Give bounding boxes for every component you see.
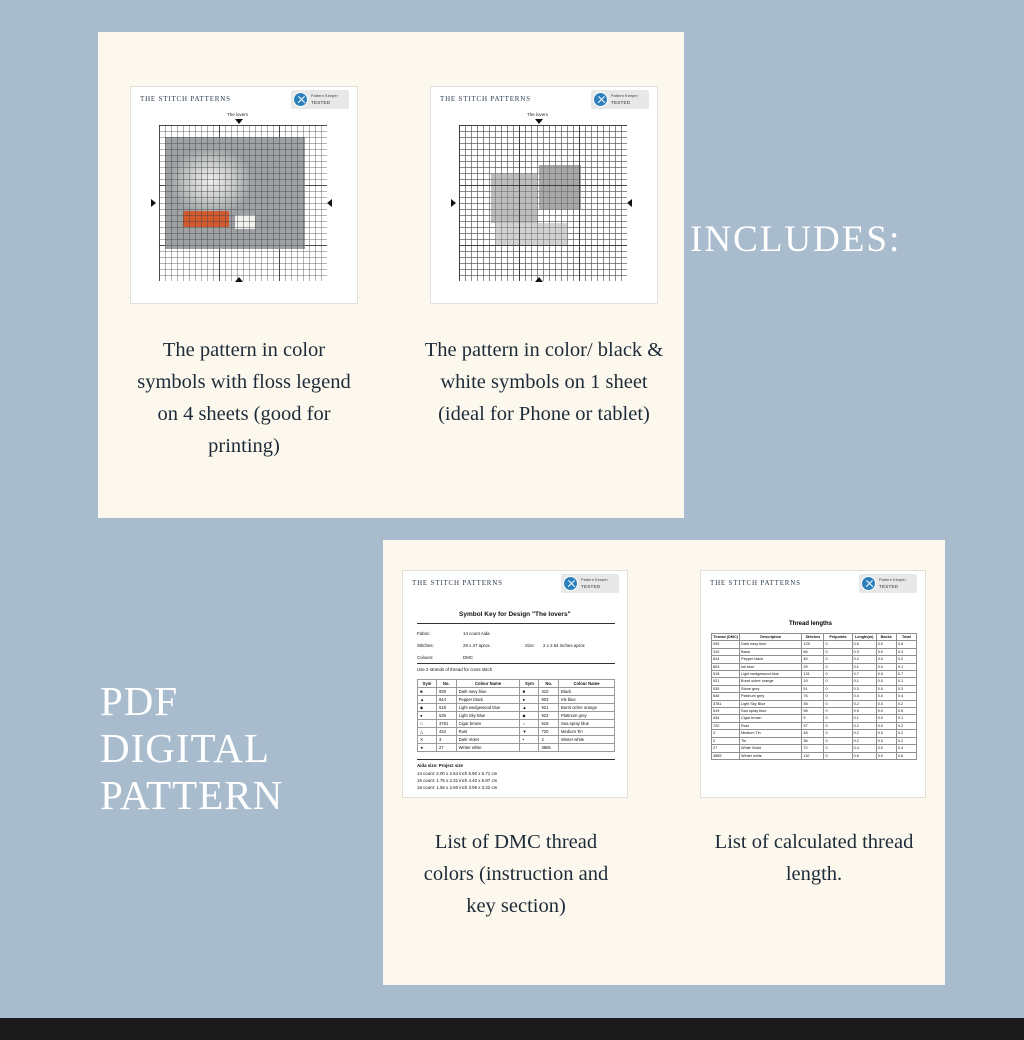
document-title: THE STITCH PATTERNS: [412, 579, 503, 587]
includes-heading: INCLUDES:: [690, 219, 902, 260]
table-row: [712, 663, 917, 670]
footer-title: Aida size: Project size: [417, 763, 464, 768]
stitch-note: Use 2 strands of thread for cross stitch: [417, 667, 493, 672]
table-cell: 0.2: [896, 700, 916, 707]
table-cell: 0.1: [896, 663, 916, 670]
document-header: [131, 87, 357, 113]
pattern-pixel-overlay: [165, 137, 305, 249]
table-row: [712, 671, 917, 678]
table-row: [712, 678, 917, 685]
table-cell: 46: [802, 656, 824, 663]
table-cell: 519: [539, 720, 559, 728]
chart-area: [131, 113, 358, 304]
badge-check-icon: [593, 92, 608, 107]
chart-caption: The lovers: [227, 112, 249, 117]
table-cell: Dark Violet: [456, 736, 520, 744]
table-cell: 720: [712, 722, 740, 729]
table-cell: 29: [802, 663, 824, 670]
footer-line-1: 14 count: 2.00 x 2.64 inch 5.90 x 6.71 cm: [417, 771, 498, 776]
table-cell: 0.0: [876, 693, 896, 700]
th-petpoints: Petpoints: [824, 634, 852, 641]
field-colours-value: DMC: [463, 655, 473, 660]
table-cell: 434: [436, 728, 456, 736]
table-row: [418, 744, 615, 752]
document-title: THE STITCH PATTERNS: [140, 95, 231, 103]
tick-right: [327, 199, 332, 207]
table-cell: 519: [712, 708, 740, 715]
badge-line2: TESTED: [611, 100, 631, 105]
table-cell: 0.6: [896, 641, 916, 648]
table-cell: 98: [802, 708, 824, 715]
symbol-key-title: Symbol Key for Design "The lovers": [459, 611, 571, 618]
table-cell: •: [520, 736, 539, 744]
th-sym-2: Sym: [520, 680, 539, 688]
table-cell: 0.6: [896, 752, 916, 759]
table-cell: 0.0: [876, 671, 896, 678]
table-cell: 3781: [712, 700, 740, 707]
table-cell: ★: [418, 744, 437, 752]
table-cell: 76: [802, 693, 824, 700]
table-cell: Black: [740, 648, 802, 655]
footer-line-2: 16 count: 1.75 x 2.31 inch 4.40 x 5.87 cm: [417, 778, 498, 783]
table-cell: 0.0: [876, 708, 896, 715]
table-cell: 0: [824, 693, 852, 700]
pdf-line-1: PDF: [100, 678, 179, 724]
table-cell: 2: [539, 736, 559, 744]
badge-line2: TESTED: [581, 584, 601, 589]
table-cell: 0: [824, 745, 852, 752]
th-length: Length(m): [852, 634, 876, 641]
table-cell: Light wedgewood blue: [456, 704, 520, 712]
table-cell: 310: [712, 648, 740, 655]
table-cell: 0.1: [852, 678, 876, 685]
thread-lengths-table-body: [712, 641, 917, 760]
document-bw-symbols[interactable]: [430, 86, 658, 304]
symbol-key-table: [417, 679, 615, 752]
table-cell: Winter white: [740, 752, 802, 759]
table-cell: ■: [520, 688, 539, 696]
table-cell: 0.1: [852, 663, 876, 670]
table-cell: 0.3: [896, 685, 916, 692]
table-cell: 0.2: [852, 656, 876, 663]
table-cell: 0.2: [852, 722, 876, 729]
tick-top: [535, 119, 543, 124]
th-stitches: Stitches: [802, 634, 824, 641]
table-cell: 844: [436, 696, 456, 704]
field-fabric-value: 14 count Aida: [463, 631, 490, 636]
table-cell: 0.4: [852, 745, 876, 752]
table-row: [712, 745, 917, 752]
caption-color-symbols: The pattern in color symbols with floss legend on 4 sheets (good for printing): [137, 339, 351, 457]
pdf-digital-pattern-heading: [100, 678, 283, 819]
badge-check-icon: [861, 576, 876, 591]
table-cell: ▼: [520, 728, 539, 736]
table-cell: 0.2: [896, 722, 916, 729]
symbol-key-table-body: [418, 688, 615, 752]
table-cell: 0.5: [896, 708, 916, 715]
badge-check-icon: [293, 92, 308, 107]
table-cell: 922: [539, 712, 559, 720]
th-colour-1: Colour Name: [456, 680, 520, 688]
table-cell: 0.3: [852, 685, 876, 692]
table-cell: 310: [539, 688, 559, 696]
table-cell: Light wedgewood blue: [740, 671, 802, 678]
stitch-grid-major: [459, 125, 627, 281]
table-row: [712, 700, 917, 707]
th-no-2: No.: [539, 680, 559, 688]
badge-line1: Pattern Keeper: [581, 578, 608, 582]
table-cell: 3781: [436, 720, 456, 728]
table-cell: 0.1: [896, 678, 916, 685]
table-cell: 921: [712, 678, 740, 685]
table-cell: 0: [824, 752, 852, 759]
table-cell: 0: [824, 678, 852, 685]
tick-left: [451, 199, 456, 207]
badge-line2: TESTED: [311, 100, 331, 105]
badge-line1: Pattern Keeper: [611, 94, 638, 98]
thread-lengths-title: Thread lengths: [789, 621, 833, 627]
table-cell: 125: [802, 641, 824, 648]
table-header-row: [418, 680, 615, 688]
table-cell: 0: [824, 737, 852, 744]
divider-top: [417, 623, 615, 624]
table-cell: 0.1: [852, 715, 876, 722]
table-cell: 0.2: [852, 737, 876, 744]
table-cell: Rust: [456, 728, 520, 736]
table-cell: 51: [802, 685, 824, 692]
pdf-line-3: PATTERN: [100, 772, 284, 818]
document-thread-lengths[interactable]: [700, 570, 926, 798]
table-cell: 48: [802, 730, 824, 737]
table-row: [712, 730, 917, 737]
table-cell: Winter white: [559, 736, 615, 744]
table-cell: ■: [418, 688, 437, 696]
table-cell: 518: [436, 704, 456, 712]
table-row: [712, 752, 917, 759]
table-cell: 0.4: [896, 693, 916, 700]
document-symbol-key[interactable]: [402, 570, 628, 798]
table-cell: Pepper black: [740, 656, 802, 663]
document-title: THE STITCH PATTERNS: [710, 579, 801, 587]
table-cell: 9: [802, 715, 824, 722]
caption-dmc-list: List of DMC thread colors (instruction and key section): [423, 831, 609, 917]
table-cell: Sea spray blue: [740, 708, 802, 715]
divider-mid: [417, 663, 615, 664]
table-cell: ✕: [418, 736, 437, 744]
pattern-keeper-badge: [561, 574, 619, 593]
tick-bottom: [235, 277, 243, 282]
field-size-value: 2 x 2.64 inches aprox: [543, 643, 585, 648]
table-cell: 0: [824, 685, 852, 692]
table-cell: Dark navy blue: [456, 688, 520, 696]
symbol-key-table-wrap: [417, 679, 615, 752]
table-cell: 2: [712, 737, 740, 744]
table-cell: Platinum grey: [740, 693, 802, 700]
table-cell: 535: [436, 712, 456, 720]
table-cell: 27: [436, 744, 456, 752]
table-header-row: [712, 634, 917, 641]
table-cell: 0.0: [876, 648, 896, 655]
table-cell: □: [418, 720, 437, 728]
table-cell: 0.0: [876, 685, 896, 692]
table-cell: Cigar brown: [456, 720, 520, 728]
table-cell: 0: [824, 663, 852, 670]
table-cell: 0.2: [852, 730, 876, 737]
table-cell: 0: [824, 730, 852, 737]
table-row: [712, 648, 917, 655]
pattern-keeper-badge: [859, 574, 917, 593]
table-cell: Medium Tin: [559, 728, 615, 736]
table-cell: 0.0: [876, 722, 896, 729]
table-cell: 131: [802, 671, 824, 678]
table-cell: Stone grey: [740, 685, 802, 692]
table-cell: ▲: [520, 704, 539, 712]
table-cell: 921: [539, 704, 559, 712]
th-description: Description: [740, 634, 802, 641]
table-cell: 19: [802, 678, 824, 685]
document-header: [701, 571, 925, 597]
table-cell: Cigar brown: [740, 715, 802, 722]
field-fabric-label: Fabric:: [417, 631, 431, 636]
table-cell: 0.0: [876, 745, 896, 752]
table-cell: ◆: [520, 712, 539, 720]
chart-area: [431, 113, 658, 304]
table-cell: 0.0: [876, 730, 896, 737]
table-cell: 0: [824, 708, 852, 715]
table-cell: 939: [712, 641, 740, 648]
badge-line1: Pattern Keeper: [311, 94, 338, 98]
thread-lengths-table: [711, 633, 917, 760]
field-colours-label: Colours:: [417, 655, 434, 660]
table-cell: 0: [824, 648, 852, 655]
table-cell: 3865: [539, 744, 559, 752]
badge-line1: Pattern Keeper: [879, 578, 906, 582]
table-cell: Sea spray blue: [559, 720, 615, 728]
table-cell: 803: [539, 696, 559, 704]
badge-line2: TESTED: [879, 584, 899, 589]
table-row: [418, 728, 615, 736]
table-cell: 0.0: [876, 752, 896, 759]
table-cell: 38: [802, 700, 824, 707]
pdf-line-2: DIGITAL: [100, 725, 270, 771]
table-cell: 0.1: [896, 715, 916, 722]
table-cell: 0: [824, 722, 852, 729]
table-row: [712, 737, 917, 744]
table-cell: White Violet: [740, 745, 802, 752]
badge-check-icon: [563, 576, 578, 591]
table-cell: 720: [539, 728, 559, 736]
bottom-bar: [0, 1018, 1024, 1040]
table-cell: 0.3: [896, 648, 916, 655]
pattern-keeper-badge: [591, 90, 649, 109]
table-row: [418, 736, 615, 744]
th-sym-1: Sym: [418, 680, 437, 688]
pattern-keeper-badge: [291, 90, 349, 109]
document-color-symbols[interactable]: [130, 86, 358, 304]
table-cell: Light Sky Blue: [740, 700, 802, 707]
table-cell: 0.2: [896, 730, 916, 737]
tick-left: [151, 199, 156, 207]
table-row: [418, 712, 615, 720]
divider-bottom: [417, 759, 615, 760]
table-cell: 0.0: [876, 700, 896, 707]
table-cell: Light Sky Blue: [456, 712, 520, 720]
table-cell: 518: [712, 671, 740, 678]
table-cell: 3: [712, 730, 740, 737]
table-cell: 0.4: [896, 745, 916, 752]
table-cell: 646: [712, 693, 740, 700]
table-cell: 535: [712, 685, 740, 692]
table-cell: 0.0: [876, 737, 896, 744]
field-stitches-value: 28 x 37 aprox.: [463, 643, 491, 648]
table-row: [712, 722, 917, 729]
document-header: [403, 571, 627, 597]
table-cell: 0.0: [876, 663, 896, 670]
table-cell: ▲: [418, 696, 437, 704]
table-cell: 0: [824, 641, 852, 648]
table-cell: Tin: [740, 737, 802, 744]
th-no-1: No.: [436, 680, 456, 688]
table-cell: ○: [520, 720, 539, 728]
table-cell: ●: [418, 712, 437, 720]
table-row: [418, 696, 615, 704]
table-cell: 0.0: [876, 641, 896, 648]
table-cell: 66: [802, 648, 824, 655]
tick-right: [627, 199, 632, 207]
table-cell: 939: [436, 688, 456, 696]
table-row: [418, 688, 615, 696]
table-cell: 37: [802, 722, 824, 729]
table-cell: [520, 744, 539, 752]
thread-lengths-table-wrap: [711, 633, 917, 760]
table-cell: 110: [802, 752, 824, 759]
table-cell: 0.6: [852, 752, 876, 759]
th-backs: Backs: [876, 634, 896, 641]
table-cell: Winter white: [456, 744, 520, 752]
th-thread: Thread (DMC): [713, 635, 738, 639]
table-cell: 0.4: [852, 693, 876, 700]
pattern-preview-image: [165, 137, 305, 249]
table-cell: Rust: [740, 722, 802, 729]
table-cell: ◆: [418, 704, 437, 712]
table-cell: 0.2: [852, 700, 876, 707]
table-cell: 0.0: [876, 678, 896, 685]
table-cell: Ink blue: [740, 663, 802, 670]
caption-thread-length: List of calculated thread length.: [714, 831, 914, 885]
table-cell: 0.7: [896, 671, 916, 678]
table-cell: 434: [712, 715, 740, 722]
table-row: [712, 656, 917, 663]
table-cell: 0: [824, 700, 852, 707]
table-cell: 803: [712, 663, 740, 670]
table-cell: 0.2: [896, 656, 916, 663]
field-size-label: Size:: [525, 643, 535, 648]
table-cell: Ink blue: [559, 696, 615, 704]
table-cell: 0.5: [852, 708, 876, 715]
table-cell: 0.0: [876, 715, 896, 722]
table-row: [712, 685, 917, 692]
table-cell: Dark navy blue: [740, 641, 802, 648]
th-total: Total: [896, 634, 916, 641]
table-cell: 0: [824, 715, 852, 722]
table-cell: Medium Tin: [740, 730, 802, 737]
caption-bw-symbols: The pattern in color/ black & white symbols on 1 sheet (ideal for Phone or tablet): [424, 339, 664, 425]
table-cell: 27: [712, 745, 740, 752]
table-cell: 0: [824, 656, 852, 663]
table-cell: 844: [712, 656, 740, 663]
table-cell: 0.2: [896, 737, 916, 744]
table-cell: Burnt ochre orange: [740, 678, 802, 685]
table-cell: 0.7: [852, 671, 876, 678]
tick-bottom: [535, 277, 543, 282]
table-row: [712, 693, 917, 700]
table-cell: 72: [802, 745, 824, 752]
table-cell: △: [418, 728, 437, 736]
field-stitches-label: Stitches:: [417, 643, 434, 648]
table-cell: 36: [802, 737, 824, 744]
table-row: [418, 720, 615, 728]
table-cell: 0.3: [852, 648, 876, 655]
table-row: [712, 708, 917, 715]
table-cell: Black: [559, 688, 615, 696]
document-title: THE STITCH PATTERNS: [440, 95, 531, 103]
tick-top: [235, 119, 243, 124]
table-cell: ●: [520, 696, 539, 704]
table-cell: [559, 744, 615, 752]
table-cell: Pepper black: [456, 696, 520, 704]
table-cell: Platinum grey: [559, 712, 615, 720]
table-row: [712, 641, 917, 648]
table-cell: 0.6: [852, 641, 876, 648]
table-row: [418, 704, 615, 712]
table-row: [712, 715, 917, 722]
table-cell: 3865: [712, 752, 740, 759]
chart-caption: The lovers: [527, 112, 549, 117]
document-header: [431, 87, 657, 113]
table-cell: 0: [824, 671, 852, 678]
table-cell: Burnt ochre orange: [559, 704, 615, 712]
table-cell: 3: [436, 736, 456, 744]
footer-line-3: 18 count: 1.56 x 2.60 inch 3.95 x 3.22 cm: [417, 785, 498, 790]
table-cell: 0.0: [876, 656, 896, 663]
th-colour-2: Colour Name: [559, 680, 615, 688]
